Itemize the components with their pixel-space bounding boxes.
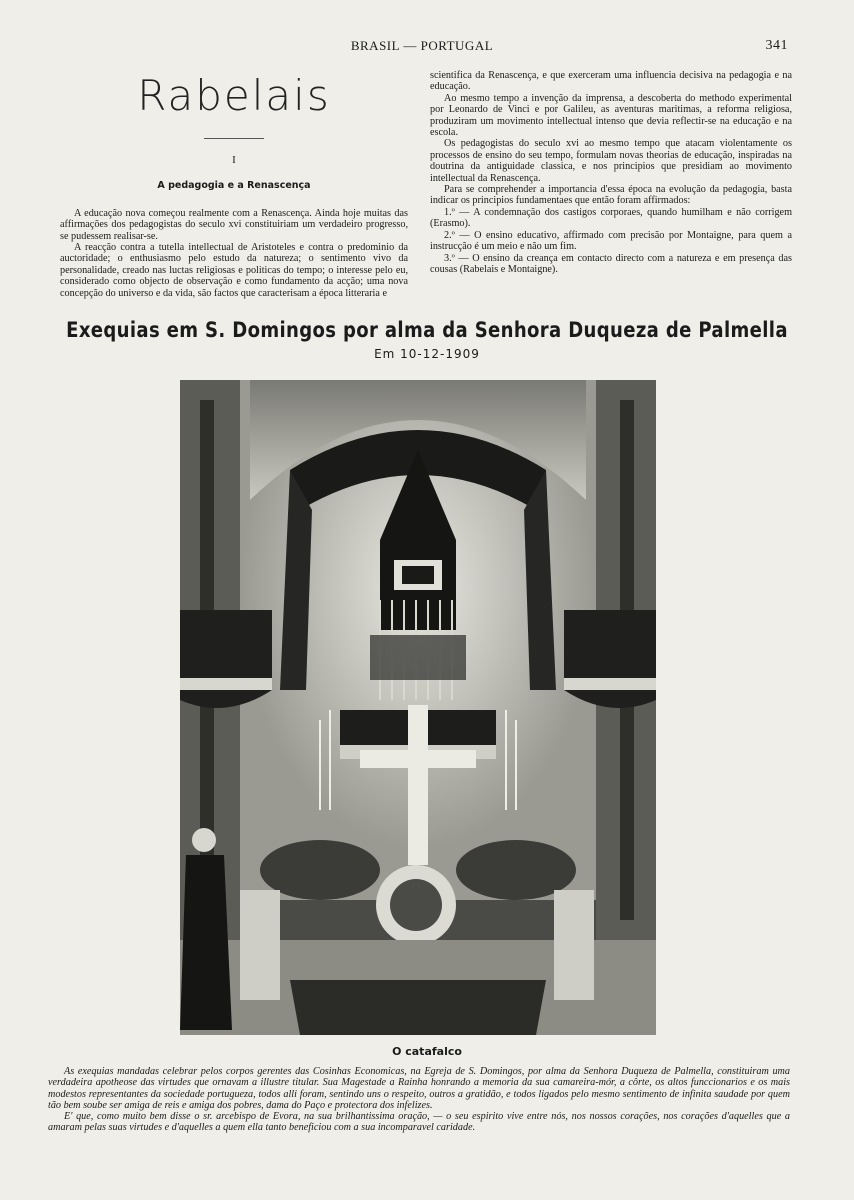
feature-title: Exequias em S. Domingos por alma da Senhora Duqueza de Palmella — [66, 318, 788, 342]
section-number: I — [232, 154, 236, 166]
article-subheading: A pedagogia e a Renascença — [157, 180, 311, 192]
feature-date: Em 10-12-1909 — [374, 347, 480, 361]
photo-caption — [48, 1066, 790, 1134]
page-number: 341 — [765, 38, 788, 53]
paragraph: Os pedagogistas do seculo xvi ao mesmo tempo que atacam violentamente os processos de ensino do seu tempo, formulam novas theorias de educação, inspiradas na doutrina da antiguidade classica, e nos principios que presidiam ao movimento intellectual da Renascença. — [430, 138, 792, 184]
running-title: BRASIL — PORTUGAL — [350, 38, 494, 53]
paragraph: Para se comprehender a importancia d'essa época na evolução da pedagogia, basta indicar os principios fundamentaes que então foram affirmados: — [430, 184, 792, 207]
article-title: Rabelais — [137, 71, 331, 120]
paragraph: A reacção contra a tutella intellectual de Aristoteles e contra o predominio da auctoridade; o enthusiasmo pelo estudo da natureza; o sentimento vivo da personalidade, creado nas luctas religiosas e politicas do tempo; o interesse pelo eu, considerado como objecto de observação e como fundamento da acção; uma nova concepção do universo e da vida, são factos que caracterisam a época litteraria e — [60, 242, 408, 299]
caption-paragraph: As exequias mandadas celebrar pelos corpos gerentes das Cosinhas Economicas, na Egreja de S. Domingos, por alma da Senhora Duqueza de Palmella, constituiram uma verdadeira apotheose das virtudes que ornavam a illustre titular. Sua Magestade a Rainha honrando a memoria da sua camareira-mór, a côrte, os altos funccionarios e os mais modestos representantes da sociedade portugueza, todos alli foram, sentindo uns o respeito, outros a gratidão, e todos ligados pelo mesmo sentimento de infinita saudade por quem tão bem soube ser amiga de reis e amiga dos pobres, dama do Paço e protectora dos infelizes. — [48, 1066, 790, 1111]
paragraph: Ao mesmo tempo a invenção da imprensa, a descoberta do methodo experimental por Leonardo de Vinci e por Galileu, as aventuras maritimas, a reforma religiosa, produziram um movimento intellectual intenso que devia reflectir-se na educação e na escola. — [430, 92, 792, 139]
running-header — [0, 38, 854, 56]
list-item: 3.º — O ensino da creança em contacto directo com a natureza e em presença das cousas (Rabelais e Montaigne). — [430, 252, 792, 275]
list-item: 2.º — O ensino educativo, affirmado com precisão por Montaigne, para quem a instrucção é um meio e não um fim. — [430, 229, 792, 253]
caption-paragraph: E' que, como muito bem disse o sr. arcebispo de Evora, na sua brilhantissima oração, — o seu espirito vive entre nós, nos nossos corações, nos corações d'aquelles que a amaram pelas suas virtudes e d'aquelles a quem ella tanto beneficiou com a sua incomparavel caridade. — [48, 1111, 790, 1134]
title-divider — [204, 138, 264, 139]
article-left-column — [60, 70, 408, 299]
paragraph: A educação nova começou realmente com a Renascença. Ainda hoje muitas das affirmações dos pedagogistas do seculo xvi constituiriam um verdadeiro progresso, se pudessem realisar-se. — [60, 207, 408, 242]
photo-label: O catafalco — [392, 1045, 462, 1058]
catafalque-photo — [180, 380, 656, 1035]
article-right-column — [430, 70, 792, 275]
paragraph: scientifica da Renascença, e que exerceram uma influencia decisiva na pedagogia e na educação. — [430, 70, 792, 93]
list-item: 1.º — A condemnação dos castigos corporaes, quando humilham e não corrigem (Erasmo). — [430, 206, 792, 230]
